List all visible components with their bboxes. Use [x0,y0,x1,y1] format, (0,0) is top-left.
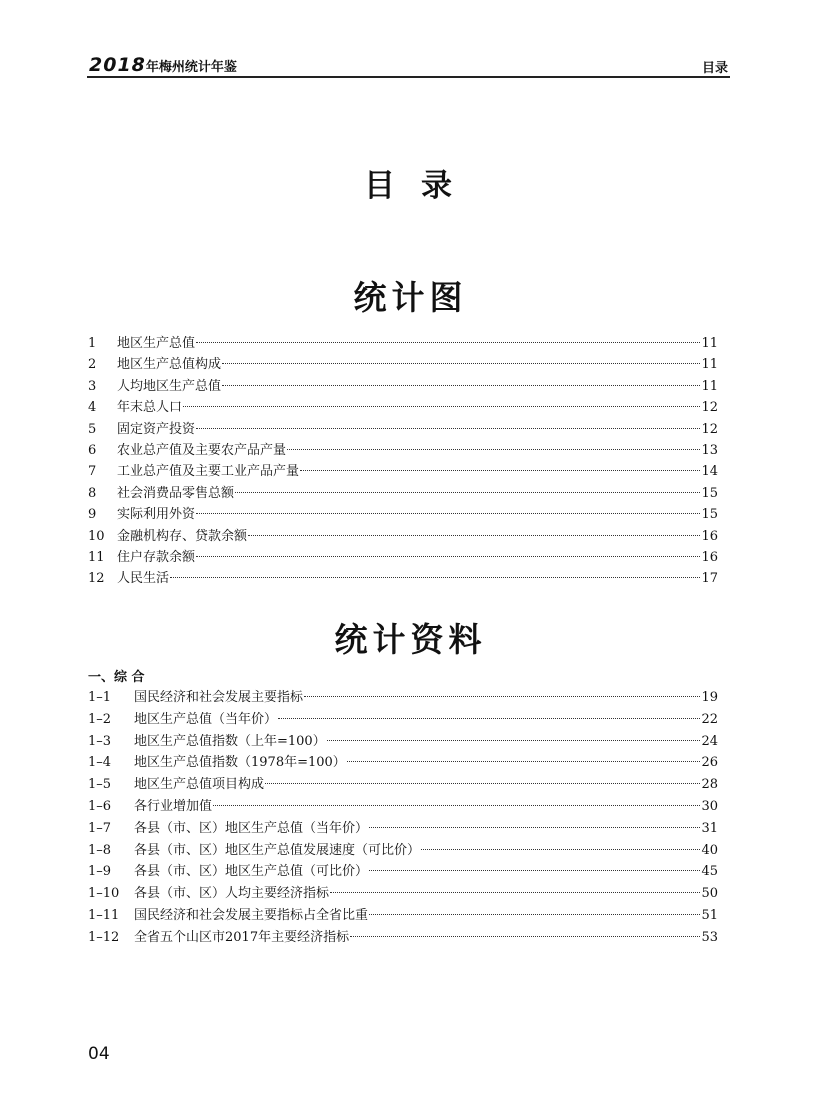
toc-entry-number: 1–8 [88,842,112,858]
toc-entry-label: 地区生产总值 [117,336,196,351]
book-title [89,54,237,76]
toc-entry[interactable] [88,882,718,904]
toc-entry-leader [369,826,700,828]
toc-entry-label: 各县（市、区）人均主要经济指标 [134,886,330,902]
page-number: 04 [88,1044,110,1064]
toc-entry-page: 24 [701,733,718,749]
toc-entry-page: 50 [701,886,718,902]
toc-entry-page: 53 [701,929,718,945]
toc-entry-leader [196,512,700,514]
toc-entry-number: 2 [88,357,97,373]
toc-entry[interactable] [88,567,718,588]
toc-entry-page: 16 [701,549,718,565]
toc-entry-label: 各县（市、区）地区生产总值发展速度（可比价） [134,842,421,858]
toc-entry[interactable] [88,904,718,926]
toc-entry[interactable] [88,418,718,439]
toc-entry-page: 26 [701,755,718,771]
toc-entry-page: 31 [701,820,718,836]
toc-entry-number: 9 [88,507,97,523]
toc-list-charts [88,332,718,589]
toc-entry-label: 年末总人口 [117,400,183,416]
toc-entry[interactable] [88,546,718,567]
toc-entry[interactable] [88,353,718,374]
toc-entry-page: 22 [701,711,718,727]
toc-entry[interactable] [88,375,718,396]
toc-entry-leader [222,362,700,364]
toc-entry-label: 各县（市、区）地区生产总值（当年价） [134,820,369,836]
toc-entry-number: 1 [88,336,97,351]
toc-entry-number: 1–6 [88,798,112,814]
toc-entry-number: 3 [88,378,97,394]
toc-entry-label: 工业总产值及主要工业产品产量 [117,464,300,480]
toc-entry-leader [222,384,700,386]
header-section: 目录 [701,61,728,76]
toc-entry-number: 1–11 [88,907,120,923]
toc-entry[interactable] [88,525,718,546]
toc-entry[interactable] [88,817,718,839]
toc-entry-number: 1–9 [88,864,112,880]
toc-entry-leader [350,935,700,937]
toc-entry-label: 地区生产总值构成 [117,357,222,373]
toc-entry[interactable] [88,460,718,481]
toc-entry-label: 人均地区生产总值 [117,378,222,394]
toc-entry-label: 地区生产总值项目构成 [134,777,265,793]
toc-entry-page: 40 [701,842,718,858]
toc-entry-number: 4 [88,400,97,416]
toc-entry-number: 1–5 [88,777,112,793]
toc-entry-leader [170,576,700,578]
toc-entry-page: 16 [701,528,718,544]
toc-entry-label: 国民经济和社会发展主要指标 [134,690,304,705]
toc-entry-leader [278,717,700,719]
toc-entry-leader [369,869,700,871]
toc-entry[interactable] [88,396,718,417]
toc-entry-page: 11 [701,357,718,373]
toc-entry-page: 30 [701,798,718,814]
toc-list-data [88,686,718,948]
toc-entry-page: 15 [701,485,718,501]
toc-entry-page: 51 [701,907,718,923]
toc-entry-leader [265,782,700,784]
toc-entry-number: 10 [88,528,105,544]
toc-entry-number: 1–1 [88,690,112,705]
toc-entry-label: 各行业增加值 [134,798,213,814]
toc-entry-label: 人民生活 [117,571,170,587]
toc-entry-label: 各县（市、区）地区生产总值（可比价） [134,864,369,880]
toc-entry-leader [196,555,700,557]
header-year: 2018 [89,54,146,76]
toc-entry-page: 12 [701,421,718,437]
toc-entry-page: 17 [701,571,718,587]
section-title-data: 统计资料 [334,620,487,659]
toc-entry-leader [304,695,700,697]
toc-entry-label: 住户存款余额 [117,549,196,565]
header-book-title: 年梅州统计年鉴 [145,60,237,75]
toc-entry-leader [287,448,700,450]
toc-entry-leader [196,341,700,343]
running-header [87,52,730,78]
toc-entry-leader [347,760,701,762]
toc-entry[interactable] [88,686,718,708]
toc-entry-leader [327,739,701,741]
toc-entry[interactable] [88,503,718,524]
toc-entry-number: 6 [88,442,97,458]
toc-entry-number: 12 [88,571,105,587]
toc-entry-number: 1–3 [88,733,112,749]
toc-entry-label: 国民经济和社会发展主要指标占全省比重 [134,907,369,923]
toc-entry-leader [330,891,700,893]
toc-entry-leader [183,405,700,407]
toc-entry-number: 1–10 [88,886,120,902]
toc-entry-number: 5 [88,421,97,437]
toc-entry-number: 11 [88,549,105,565]
toc-entry[interactable] [88,926,718,948]
toc-entry-label: 地区生产总值指数（上年=100） [134,733,326,749]
toc-entry-leader [235,491,700,493]
toc-entry-leader [421,848,700,850]
toc-entry-page: 11 [701,378,718,394]
toc-entry-number: 1–4 [88,755,112,771]
page-title: 目录 [364,168,478,204]
toc-entry-leader [213,804,700,806]
toc-entry-number: 7 [88,464,97,480]
toc-entry[interactable] [88,751,718,773]
toc-entry-label: 地区生产总值（当年价） [134,711,278,727]
toc-entry-leader [300,469,700,471]
toc-entry-label: 地区生产总值指数（1978年=100） [134,755,346,771]
toc-entry-label: 固定资产投资 [117,421,196,437]
toc-entry[interactable] [88,795,718,817]
toc-entry-page: 14 [701,464,718,480]
section-title-charts: 统计图 [353,278,468,317]
toc-entry[interactable] [88,860,718,882]
toc-entry[interactable] [88,482,718,503]
toc-entry-page: 15 [701,507,718,523]
subsection-heading: 一、综 合 [88,670,145,685]
toc-entry-leader [369,913,700,915]
toc-entry-number: 1–7 [88,820,112,836]
toc-entry-page: 19 [701,690,718,705]
toc-entry-page: 11 [701,336,718,351]
toc-entry[interactable] [88,730,718,752]
toc-entry[interactable] [88,773,718,795]
toc-entry-label: 金融机构存、贷款余额 [117,528,248,544]
toc-entry-page: 12 [701,400,718,416]
toc-entry-page: 45 [701,864,718,880]
toc-entry-page: 13 [701,442,718,458]
toc-entry-number: 1–12 [88,929,120,945]
toc-entry-label: 社会消费品零售总额 [117,485,235,501]
toc-entry-number: 8 [88,485,97,501]
toc-entry-number: 1–2 [88,711,112,727]
toc-entry[interactable] [88,839,718,861]
toc-entry[interactable] [88,332,718,353]
toc-entry-label: 实际利用外资 [117,507,196,523]
toc-entry-leader [196,427,700,429]
toc-entry[interactable] [88,708,718,730]
toc-entry-label: 全省五个山区市2017年主要经济指标 [134,929,350,945]
toc-entry-label: 农业总产值及主要农产品产量 [117,442,287,458]
toc-entry-leader [248,534,700,536]
toc-entry[interactable] [88,439,718,460]
toc-entry-page: 28 [701,777,718,793]
